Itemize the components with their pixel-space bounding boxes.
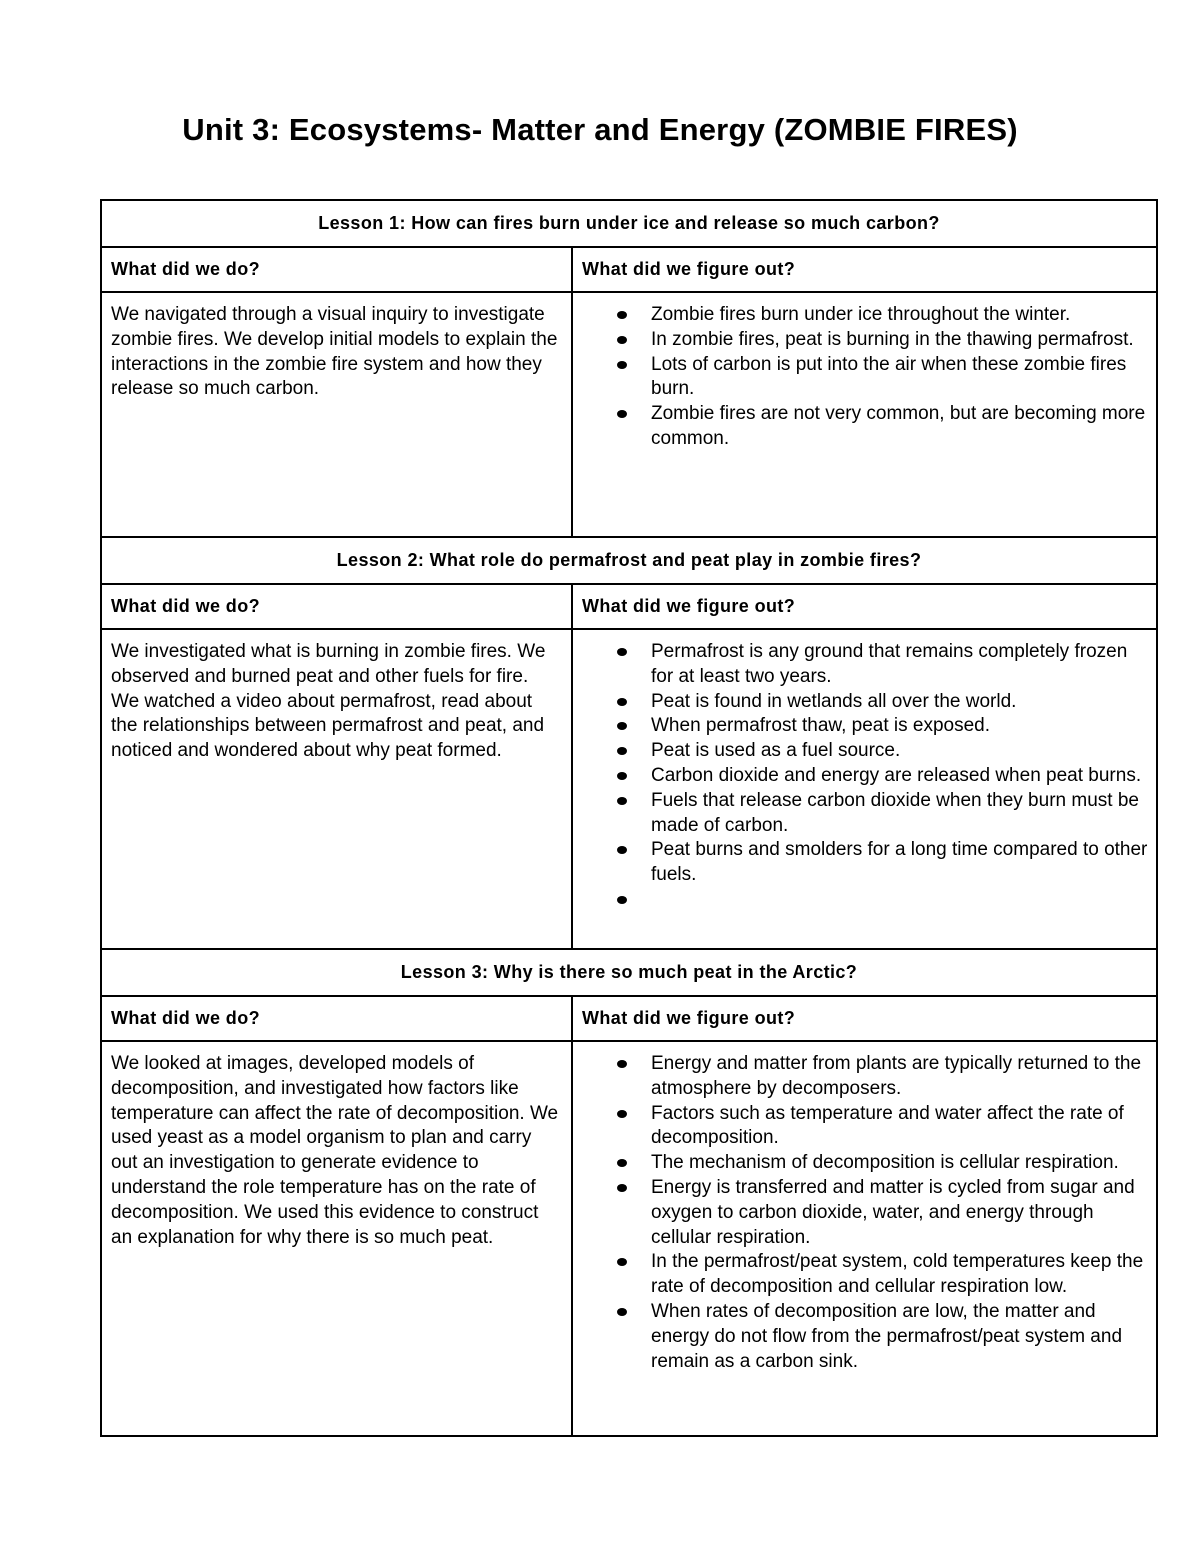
lesson-3-heading: Lesson 3: Why is there so much peat in the Arctic? — [101, 949, 1157, 996]
finding-text: Fuels that release carbon dioxide when they burn must be made of carbon. — [651, 789, 1139, 836]
finding-item — [573, 1176, 1148, 1250]
finding-item — [573, 789, 1148, 839]
lesson-content-row — [101, 292, 1157, 537]
lesson-3-activity-text: We looked at images, developed models of decomposition, and investigated how factors like temperature can affect the rate of decomposition. We used yeast as a model organism to plan and carry out an investigation to generate evidence to understand the role temperature has on the rate of decomposition. We used this evidence to construct an explanation for why there is so much peat. — [101, 1041, 572, 1436]
bullet-icon — [617, 772, 627, 780]
finding-text: Carbon dioxide and energy are released when peat burns. — [651, 764, 1142, 786]
finding-item — [573, 353, 1148, 403]
bullet-icon — [617, 1308, 627, 1316]
lesson-2-heading: Lesson 2: What role do permafrost and peat play in zombie fires? — [101, 537, 1157, 584]
column-header-row — [101, 584, 1157, 629]
finding-item — [573, 888, 1148, 913]
bullet-icon — [617, 648, 627, 656]
bullet-icon — [617, 336, 627, 344]
lesson-2-activity-text: We investigated what is burning in zombie fires. We observed and burned peat and other fuels for fire. We watched a video about permafrost, read about the relationships between permafrost and peat, and noticed and wondered about why peat formed. — [101, 629, 572, 949]
lesson-heading-row — [101, 200, 1157, 247]
finding-text: Peat burns and smolders for a long time compared to other fuels. — [651, 839, 1148, 886]
finding-text: Peat is used as a fuel source. — [651, 740, 901, 762]
finding-text: Factors such as temperature and water affect the rate of decomposition. — [651, 1102, 1124, 1149]
finding-item — [573, 739, 1148, 764]
lesson-1-findings-cell — [572, 292, 1157, 537]
lesson-3-findings-list — [573, 1042, 1156, 1384]
finding-text: Permafrost is any ground that remains completely frozen for at least two years. — [651, 641, 1128, 687]
what-did-we-figure-out-header: What did we figure out? — [572, 996, 1157, 1041]
finding-item — [573, 1250, 1148, 1300]
bullet-icon — [617, 846, 627, 854]
finding-item — [573, 690, 1148, 715]
lesson-content-row — [101, 1041, 1157, 1436]
finding-text: Zombie fires burn under ice throughout the winter. — [651, 304, 1071, 325]
lesson-1-activity-text: We navigated through a visual inquiry to investigate zombie fires. We develop initial models to explain the interactions in the zombie fire system and how they release so much carbon. — [101, 292, 572, 537]
bullet-icon — [617, 1110, 627, 1118]
lesson-2-findings-cell — [572, 629, 1157, 949]
finding-item — [573, 328, 1148, 353]
lesson-heading-row — [101, 949, 1157, 996]
bullet-icon — [617, 896, 627, 904]
finding-text: When rates of decomposition are low, the matter and energy do not flow from the permafrost/peat system and remain as a carbon sink. — [651, 1300, 1123, 1372]
finding-text: In the permafrost/peat system, cold temperatures keep the rate of decomposition and cellular respiration low. — [651, 1251, 1144, 1298]
what-did-we-figure-out-header: What did we figure out? — [572, 247, 1157, 292]
bullet-icon — [617, 311, 627, 319]
finding-item — [573, 764, 1148, 789]
lesson-heading-row — [101, 537, 1157, 584]
finding-item — [573, 714, 1148, 739]
finding-text: Zombie fires are not very common, but are becoming more common. — [651, 403, 1146, 449]
column-header-row — [101, 996, 1157, 1041]
bullet-icon — [617, 1060, 627, 1068]
finding-item — [573, 303, 1148, 328]
what-did-we-figure-out-header: What did we figure out? — [572, 584, 1157, 629]
finding-text: Energy and matter from plants are typically returned to the atmosphere by decomposers. — [651, 1053, 1142, 1099]
finding-item — [573, 1052, 1148, 1102]
bullet-icon — [617, 1159, 627, 1167]
lesson-1-heading: Lesson 1: How can fires burn under ice and release so much carbon? — [101, 200, 1157, 247]
bullet-icon — [617, 722, 627, 730]
finding-text: Energy is transferred and matter is cycled from sugar and oxygen to carbon dioxide, water, and energy through cellular respiration. — [651, 1176, 1135, 1248]
bullet-icon — [617, 797, 627, 805]
lesson-3-findings-cell — [572, 1041, 1157, 1436]
bullet-icon — [617, 747, 627, 755]
finding-text: When permafrost thaw, peat is exposed. — [651, 715, 991, 737]
finding-text: Lots of carbon is put into the air when these zombie fires burn. — [651, 353, 1127, 400]
finding-text: In zombie fires, peat is burning in the thawing permafrost. — [651, 328, 1134, 350]
lesson-content-row — [101, 629, 1157, 949]
finding-text: The mechanism of decomposition is cellular respiration. — [651, 1152, 1119, 1174]
finding-item — [573, 1151, 1148, 1176]
bullet-icon — [617, 1258, 627, 1266]
finding-item — [573, 1102, 1148, 1152]
bullet-icon — [617, 361, 627, 369]
document-title: Unit 3: Ecosystems- Matter and Energy (ZOMBIE FIRES) — [182, 112, 1018, 147]
finding-item — [573, 1300, 1148, 1374]
bullet-icon — [617, 410, 627, 418]
finding-item — [573, 838, 1148, 888]
what-did-we-do-header: What did we do? — [101, 996, 572, 1041]
lesson-2-findings-list — [573, 630, 1156, 923]
finding-text: Peat is found in wetlands all over the world. — [651, 690, 1017, 712]
finding-item — [573, 402, 1148, 452]
bullet-icon — [617, 698, 627, 706]
lesson-1-findings-list — [573, 293, 1156, 462]
bullet-icon — [617, 1184, 627, 1192]
lesson-summary-table — [100, 199, 1158, 1437]
finding-item — [573, 640, 1148, 690]
what-did-we-do-header: What did we do? — [101, 584, 572, 629]
what-did-we-do-header: What did we do? — [101, 247, 572, 292]
column-header-row — [101, 247, 1157, 292]
